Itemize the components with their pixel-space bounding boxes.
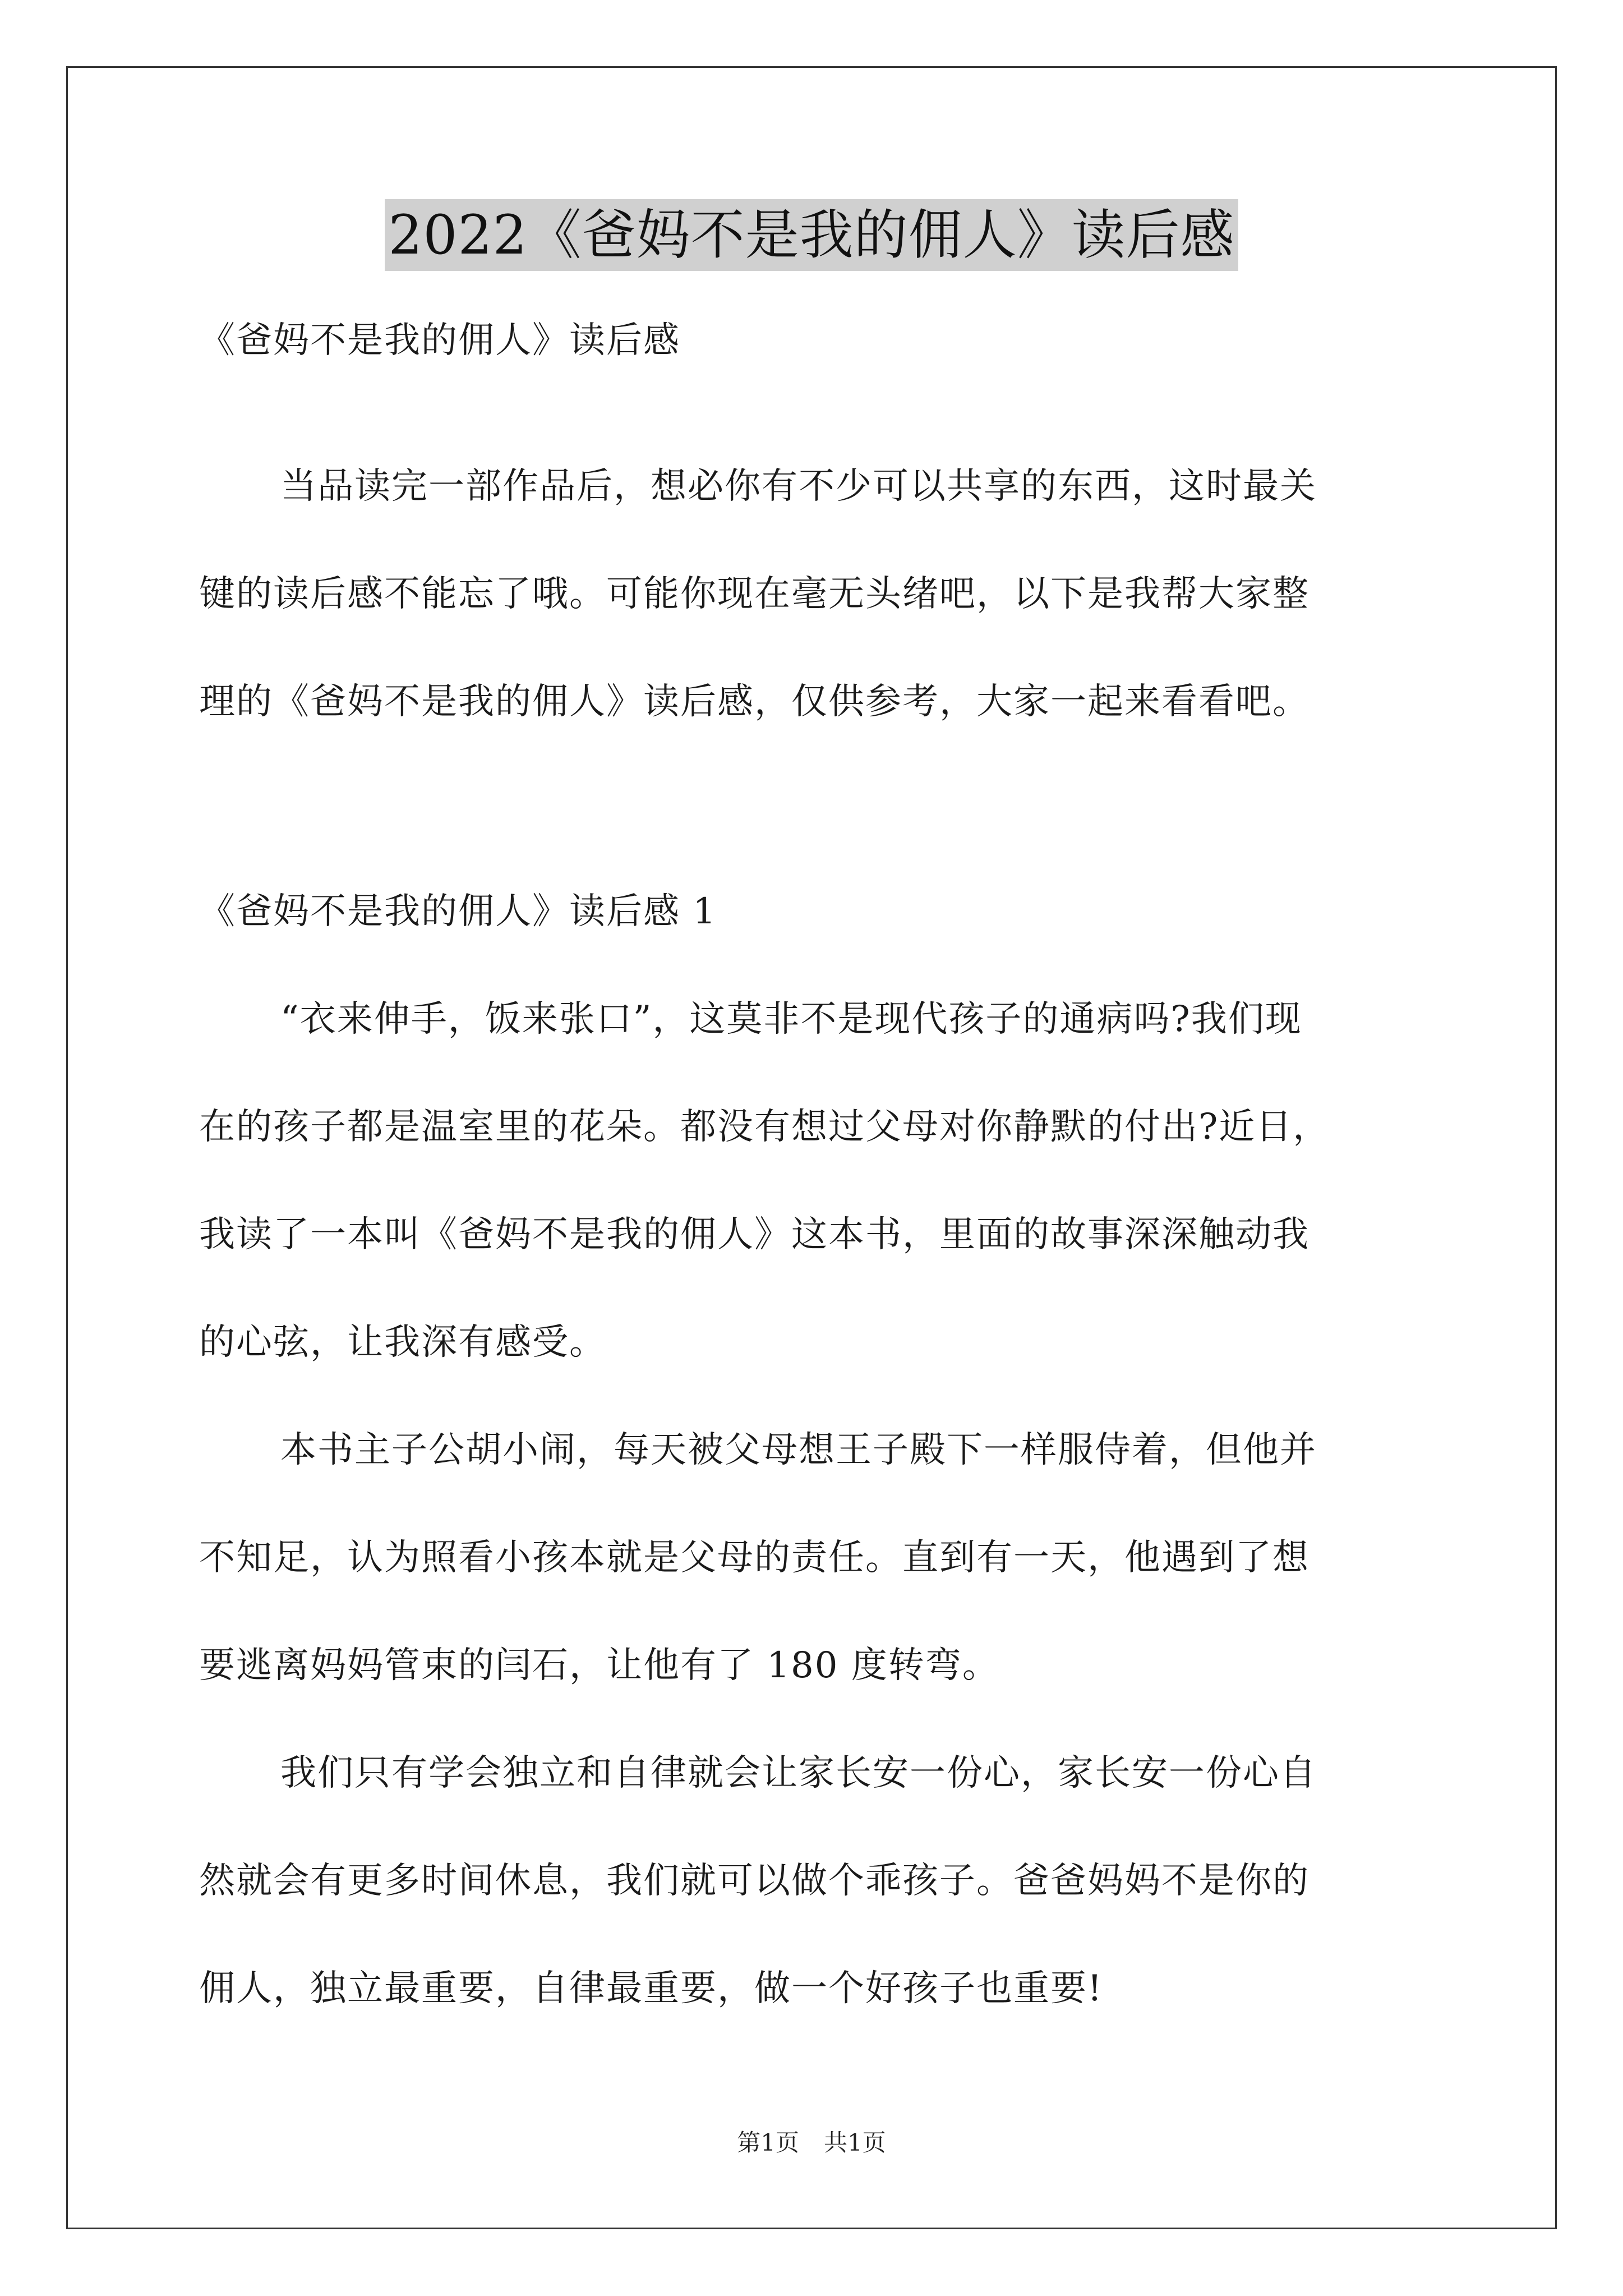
paragraph-line: 不知足，认为照看小孩本就是父母的责任。直到有一天，他遇到了想 bbox=[199, 1537, 1310, 1579]
intro-line: 当品读完一部作品后，想必你有不少可以共享的东西，这时最关 bbox=[280, 466, 1317, 507]
document-title: 2022《爸妈不是我的佣人》读后感 bbox=[385, 199, 1238, 271]
page-footer bbox=[0, 2126, 1623, 2160]
paragraph-line: 本书主子公胡小闹，每天被父母想王子殿下一样服侍着，但他并 bbox=[280, 1429, 1317, 1471]
paragraph-line: 我读了一本叫《爸妈不是我的佣人》这本书，里面的故事深深触动我 bbox=[199, 1214, 1310, 1255]
intro-line: 键的读后感不能忘了哦。可能你现在毫无头绪吧，以下是我帮大家整 bbox=[199, 573, 1310, 615]
paragraph-line: 我们只有学会独立和自律就会让家长安一份心，家长安一份心自 bbox=[280, 1752, 1317, 1794]
section-heading: 《爸妈不是我的佣人》读后感 1 bbox=[199, 891, 717, 932]
page-total: 共1页 bbox=[824, 2129, 886, 2156]
page-number: 第1页 bbox=[737, 2129, 799, 2156]
paragraph-line: 佣人，独立最重要，自律最重要，做一个好孩子也重要! bbox=[199, 1968, 1103, 2009]
intro-line: 理的《爸妈不是我的佣人》读后感，仅供参考，大家一起来看看吧。 bbox=[199, 681, 1310, 723]
paragraph-line: 在的孩子都是温室里的花朵。都没有想过父母对你静默的付出?近日， bbox=[199, 1106, 1330, 1148]
title-container bbox=[0, 199, 1623, 271]
paragraph-line: “衣来伸手，饭来张口”，这莫非不是现代孩子的通病吗?我们现 bbox=[280, 999, 1302, 1040]
paragraph-line: 要逃离妈妈管束的闫石，让他有了 180 度转弯。 bbox=[199, 1645, 999, 1686]
paragraph-line: 然就会有更多时间休息，我们就可以做个乖孩子。爸爸妈妈不是你的 bbox=[199, 1860, 1310, 1902]
subtitle: 《爸妈不是我的佣人》读后感 bbox=[199, 320, 680, 361]
paragraph-line: 的心弦，让我深有感受。 bbox=[199, 1322, 606, 1363]
